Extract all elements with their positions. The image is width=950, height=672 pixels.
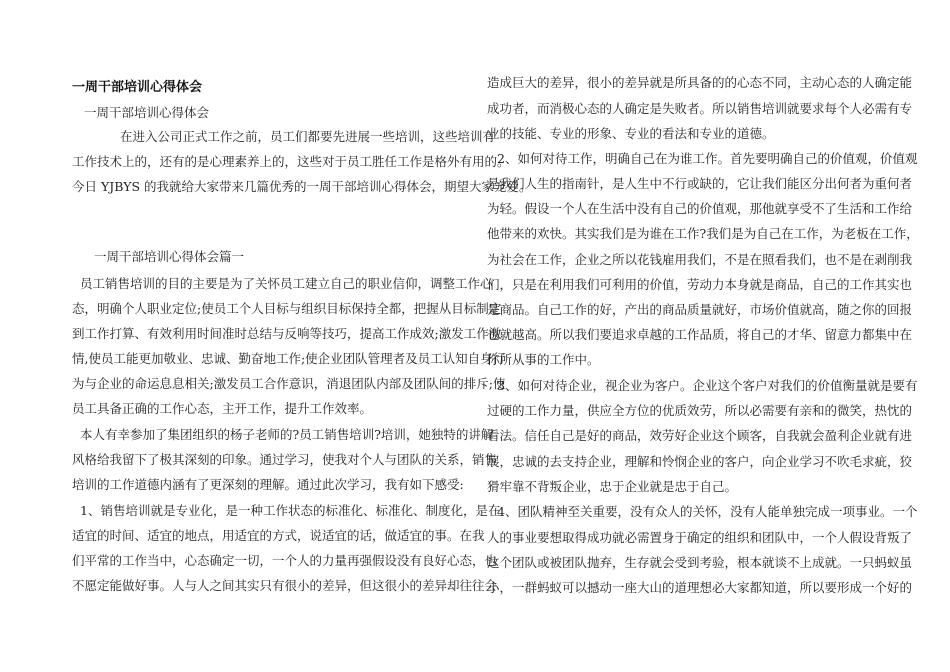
body-line: 态，明确个人职业定位;使员工个人目标与组织目标保持全都，把握从目标制定 xyxy=(72,301,502,316)
body-line: 猾牢靠不背叛企业，忠于企业就是忠于自己。 xyxy=(487,479,738,494)
body-line: 适宜的时间、适宜的地点，用适宜的方式，说适宜的话，做适宜的事。在我 xyxy=(72,528,485,543)
body-line: 人的事业要想取得成功就必需置身于确定的组织和团队中，一个人假设背叛了 xyxy=(487,530,913,545)
body-line: 3、如何对待企业，视企业为客户。企业这个客户对我们的价值衡量就是要有 xyxy=(497,378,918,393)
body-line: 到工作打算、有效利用时间准时总结与反响等技巧，提高工作成效;激发工作激 xyxy=(72,326,502,341)
body-line: 成功者，而消极心态的人确定是失败者。所以销售培训就要求每个人必需有专 xyxy=(487,101,913,116)
body-line: 2、如何对待工作，明确自己在为谁工作。首先要明确自己的价值观，价值观 xyxy=(497,151,918,166)
body-line: 风格给我留下了极其深刻的印象。通过学习，使我对个人与团队的关系，销售 xyxy=(72,452,498,467)
body-line: 造成巨大的差异，很小的差异就是所具备的的心态不同，主动心态的人确定能 xyxy=(487,75,913,90)
body-line: 小，一群蚂蚁可以撼动一座大山的道理想必大家都知道，所以要形成一个好的 xyxy=(487,580,913,595)
body-line: 员工销售培训的目的主要是为了关怀员工建立自己的职业信仰，调整工作心 xyxy=(80,276,493,291)
body-line: 看法。信任自己是好的商品，效劳好企业这个顾客，自我就会盈利企业就有进 xyxy=(487,428,913,443)
body-line: 们，只是在利用我们可利用的价值，劳动力本身就是商品，自己的工作其实也 xyxy=(487,277,913,292)
body-line: 过硬的工作力量，供应全方位的优质效劳，所以必需要有亲和的微笑，热忱的 xyxy=(487,403,913,418)
body-line: 情,使员工能更加敬业、忠诚、勤奋地工作;使企业团队管理者及员工认知自身行 xyxy=(72,351,506,366)
intro-line: 今日 YJBYS 的我就给大家带来几篇优秀的一周干部培训心得体会，期望大家宠爱。 xyxy=(72,179,532,194)
intro-line: 工作技术上的，还有的是心理素养上的，这些对于员工胜任工作是格外有用的。 xyxy=(72,154,510,169)
document-title: 一周干部培训心得体会 xyxy=(72,80,203,95)
document-subtitle: 一周干部培训心得体会 xyxy=(84,105,210,120)
body-line: 是商品。自己工作的好，产出的商品质量就好，市场价值就高，随之你的回报 xyxy=(487,302,913,317)
body-line: 们平常的工作当中，心态确定一切，一个人的力量再强假设没有良好心态，也 xyxy=(72,553,498,568)
body-line: 为社会在工作，企业之所以花钱雇用我们，不是在照看我们，也不是在剥削我 xyxy=(487,252,913,267)
body-line: 你所从事的工作中。 xyxy=(487,352,600,367)
intro-line: 在进入公司正式工作之前，员工们都要先进展一些培训，这些培训有 xyxy=(120,129,496,144)
body-line: 为与企业的命运息息相关;激发员工合作意识，消退团队内部及团队间的排斥;使 xyxy=(72,376,506,391)
body-line: 展，忠诚的去支持企业，理解和怜悯企业的客户，向企业学习不吹毛求疵，狡 xyxy=(487,454,913,469)
body-line: 这个团队或被团队抛弃，生存就会受到考验，根本就谈不上成就。一只蚂蚁虽 xyxy=(487,555,913,570)
body-line: 为轻。假设一个人在生活中没有自己的价值观，那他就享受不了生活和工作给 xyxy=(487,201,913,216)
body-line: 1、销售培训就是专业化，是一种工作状态的标准化、标准化、制度化，是在 xyxy=(80,503,501,518)
body-line: 业的技能、专业的形象、专业的看法和专业的道德。 xyxy=(487,126,775,141)
article-heading: 一周干部培训心得体会篇一 xyxy=(94,249,245,264)
body-line: 他带来的欢快。其实我们是为谁在工作?我们是为自己在工作，为老板在工作， xyxy=(487,226,919,241)
body-line: 是我们人生的指南针，是人生中不行或缺的，它让我们能区分出何者为重何者 xyxy=(487,176,913,191)
body-line: 培训的工作道德内涵有了更深刻的理解。通过此次学习，我有如下感受: xyxy=(72,477,464,492)
body-line: 也就越高。所以我们要追求卓越的工作品质，将自己的才华、留意力都集中在 xyxy=(487,327,913,342)
body-line: 员工具备正确的工作心态，主开工作，提升工作效率。 xyxy=(72,401,373,416)
body-line: 本人有幸参加了集团组织的杨子老师的?员工销售培训?培训，她独特的讲解 xyxy=(80,427,494,442)
body-line: 不愿定能做好事。人与人之间其实只有很小的差异，但这很小的差异却往往会 xyxy=(72,578,498,593)
body-line: 4、团队精神至关重要，没有众人的关怀，没有人能单独完成一项事业。一个 xyxy=(497,504,918,519)
